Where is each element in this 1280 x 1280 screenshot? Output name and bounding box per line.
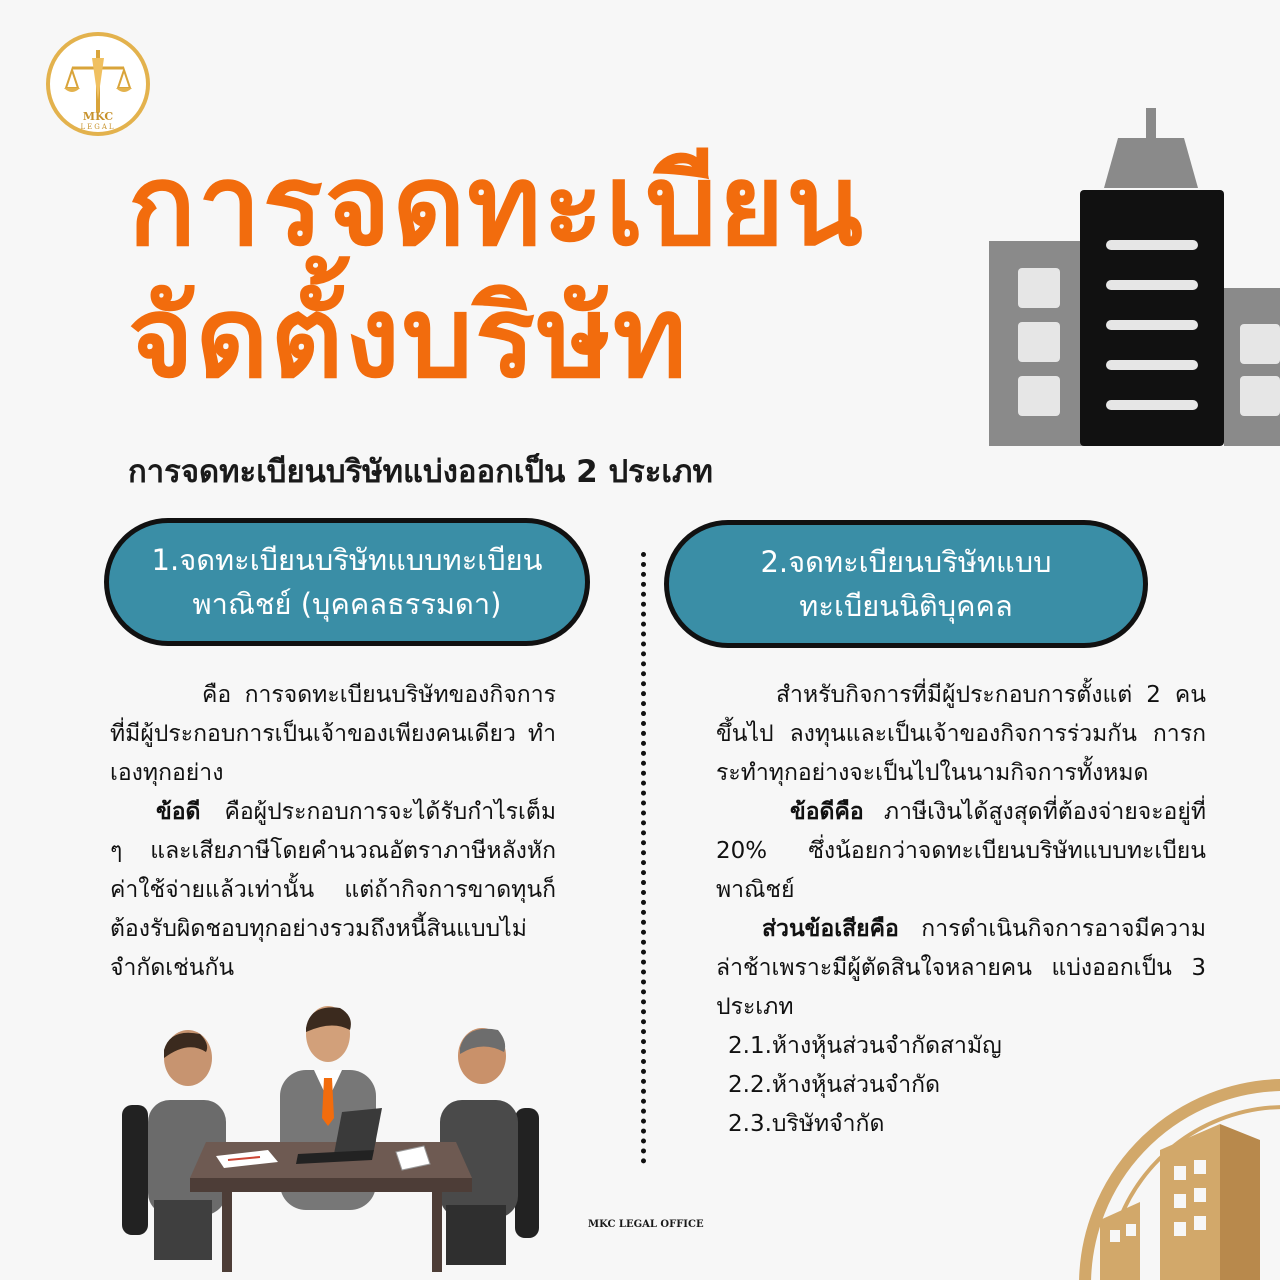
right-paragraph-3: ส่วนข้อเสียคือ การดำเนินกิจการอาจมีความล่าช้าเพราะมีผู้ตัดสินใจหลายคน แบ่งออกเป็น 3 ประเภท — [716, 916, 1206, 1020]
left-paragraph-2: ข้อดี คือผู้ประกอบการจะได้รับกำไรเต็ม ๆ และเสียภาษีโดยคำนวณอัตราภาษีหลังหักค่าใช้จ่ายแล้วเท่านั้น แต่ถ้ากิจการขาดทุนก็ต้องรับผิดชอบทุกอย่างรวมถึงหนี้สินแบบไม่จำกัดเช่นกัน — [110, 799, 556, 981]
right-heading-line-1: 2.จดทะเบียนบริษัทแบบ — [760, 545, 1052, 579]
footer-text: MKC LEGAL OFFICE — [588, 1219, 704, 1230]
right-pros-label: ข้อดีคือ — [790, 799, 864, 825]
right-paragraph-2: ข้อดีคือ ภาษีเงินได้สูงสุดที่ต้องจ่ายจะอยู่ที่ 20% ซึ่งน้อยกว่าจดทะเบียนบริษัทแบบทะเบียนพาณิชย์ — [716, 799, 1206, 903]
left-heading-line-1: 1.จดทะเบียนบริษัทแบบทะเบียน — [151, 543, 543, 577]
left-paragraph-1: คือ การจดทะเบียนบริษัทของกิจการที่มีผู้ประกอบการเป็นเจ้าของเพียงคนเดียว ทำเองทุกอย่าง — [110, 682, 556, 786]
list-item: 2.2.ห้างหุ้นส่วนจำกัด — [728, 1072, 941, 1098]
logo-text: MKC — [82, 110, 114, 123]
logo-subtext: LEGAL — [80, 123, 116, 131]
title-line-1: การจดทะเบียน — [128, 141, 865, 271]
building-illustration — [988, 100, 1280, 450]
title-line-2: จัดตั้งบริษัท — [128, 273, 689, 403]
left-heading-pill — [104, 518, 590, 646]
logo — [44, 30, 152, 138]
left-body — [110, 676, 556, 988]
right-cons-label: ส่วนข้อเสียคือ — [762, 916, 899, 942]
subtitle: การจดทะเบียนบริษัทแบ่งออกเป็น 2 ประเภท — [128, 454, 713, 490]
left-pros-label: ข้อดี — [156, 799, 201, 825]
list-item: 2.3.บริษัทจำกัด — [728, 1111, 885, 1137]
gold-building-emblem — [1070, 1070, 1280, 1280]
dotted-divider — [641, 552, 646, 1164]
right-heading-line-2: ทะเบียนนิติบุคคล — [799, 589, 1013, 623]
right-heading-pill — [664, 520, 1148, 648]
left-heading-line-2: พาณิชย์ (บุคคลธรรมดา) — [192, 587, 502, 621]
right-paragraph-1: สำหรับกิจการที่มีผู้ประกอบการตั้งแต่ 2 คนขึ้นไป ลงทุนและเป็นเจ้าของกิจการร่วมกัน การกระทำทุกอย่างจะเป็นไปในนามกิจการทั้งหมด — [716, 682, 1206, 786]
list-item: 2.1.ห้างหุ้นส่วนจำกัดสามัญ — [728, 1033, 1002, 1059]
business-meeting-illustration — [110, 1000, 550, 1280]
